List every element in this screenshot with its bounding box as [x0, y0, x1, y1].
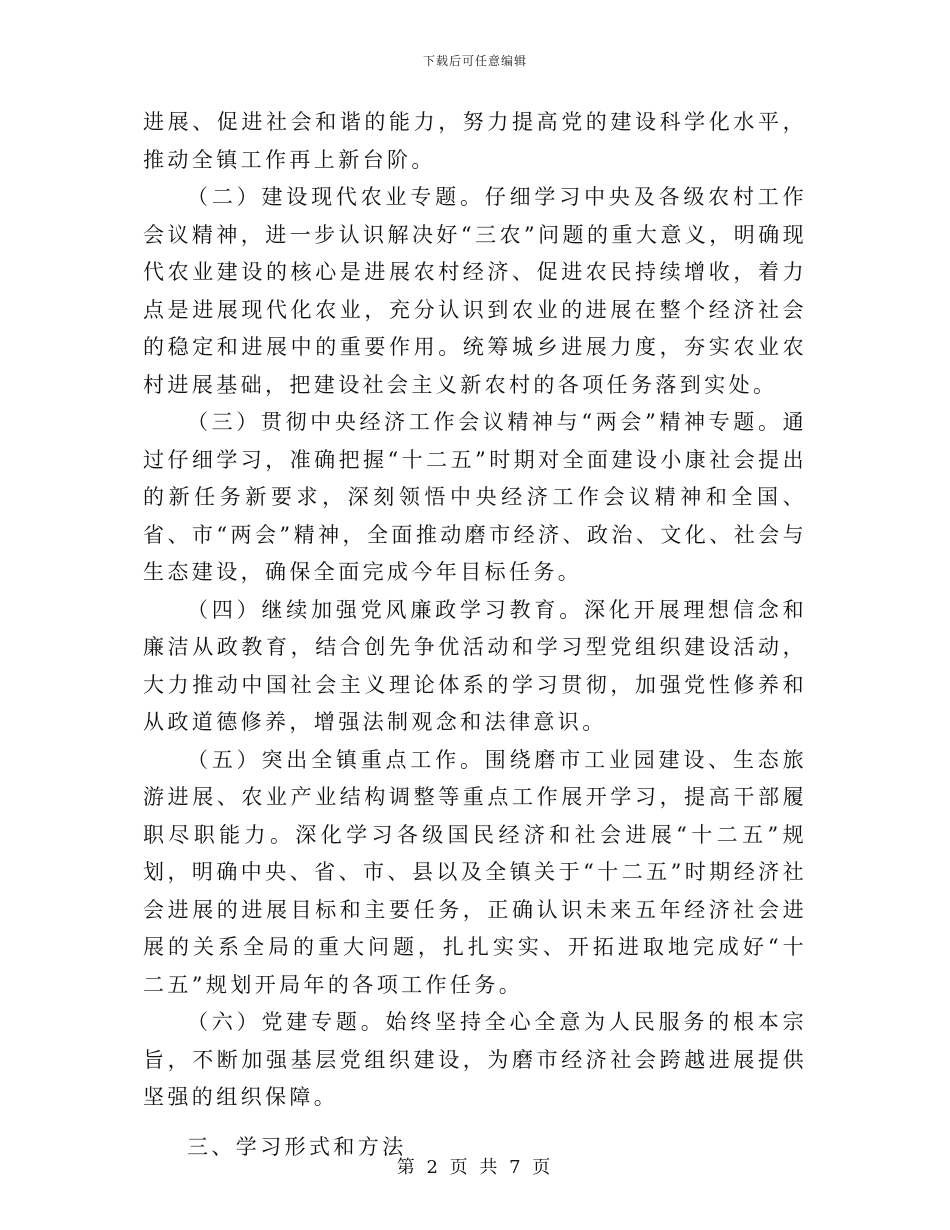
paragraph-3: （三）贯彻中央经济工作会议精神与“两会”精神专题。通过仔细学习，准确把握“十二五”时期对全面建设小康社会提出的新任务新要求，深刻领悟中央经济工作会议精神和全国、省、市“两会”精神，全面推动磨市经济、政治、文化、社会与生态建设，确保全面完成今年目标任务。 — [143, 410, 807, 584]
page-number: 第 2 页 共 7 页 — [396, 1157, 554, 1178]
document-body — [143, 104, 807, 1166]
paragraph-2: （二）建设现代农业专题。仔细学习中央及各级农村工作会议精神，进一步认识解决好“三农”问题的重大意义，明确现代农业建设的核心是进展农村经济、促进农民持续增收，着力点是进展现代化农业，充分认识到农业的进展在整个经济社会的稳定和进展中的重要作用。统筹城乡进展力度，夯实农业农村进展基础，把建设社会主义新农村的各项任务落到实处。 — [143, 185, 807, 397]
header-note: 下载后可任意编辑 — [422, 54, 527, 68]
section-heading: 三、学习形式和方法 — [187, 1134, 407, 1159]
paragraph-1: 进展、促进社会和谐的能力，努力提高党的建设科学化水平，推动全镇工作再上新台阶。 — [143, 110, 807, 172]
paragraph-5: （五）突出全镇重点工作。围绕磨市工业园建设、生态旅游进展、农业产业结构调整等重点工作展开学习，提高干部履职尽职能力。深化学习各级国民经济和社会进展“十二五”规划，明确中央、省、市、县以及全镇关于“十二五”时期经济社会进展的进展目标和主要任务，正确认识未来五年经济社会进展的关系全局的重大问题，扎扎实实、开拓进取地完成好“十二五”规划开局年的各项工作任务。 — [143, 747, 807, 997]
paragraph-6: （六）党建专题。始终坚持全心全意为人民服务的根本宗旨，不断加强基层党组织建设，为磨市经济社会跨越进展提供坚强的组织保障。 — [143, 1010, 807, 1109]
paragraph-4: （四）继续加强党风廉政学习教育。深化开展理想信念和廉洁从政教育，结合创先争优活动和学习型党组织建设活动，大力推动中国社会主义理论体系的学习贯彻，加强党性修养和从政道德修养，增强法制观念和法律意识。 — [143, 597, 807, 734]
